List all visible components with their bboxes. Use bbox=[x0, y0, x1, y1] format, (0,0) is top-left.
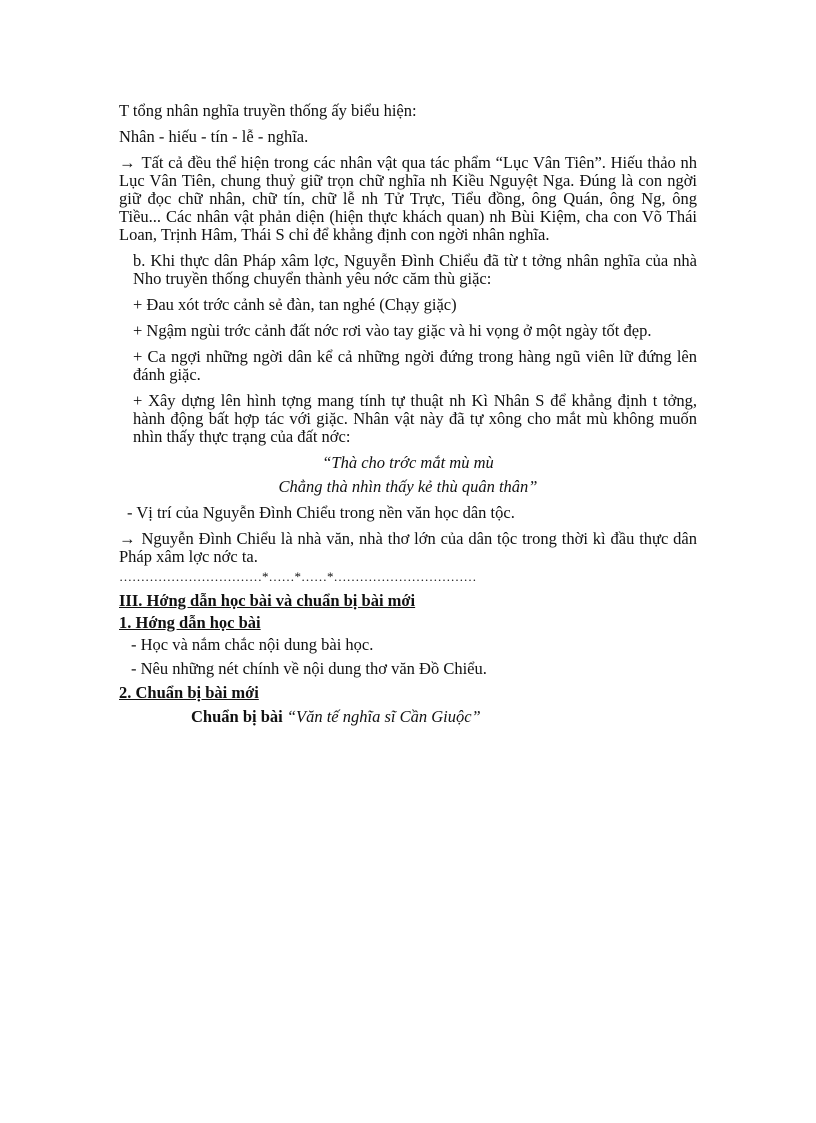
line-position: - Vị trí của Nguyễn Đình Chiểu trong nền văn học dân tộc. bbox=[127, 503, 515, 522]
bullet-grief: + Đau xót trớc cảnh sẻ đàn, tan nghé (Chạy giặc) bbox=[133, 295, 457, 314]
paragraph-colonial: b. Khi thực dân Pháp xâm lợc, Nguyễn Đình Chiểu đã từ t tởng nhân nghĩa của nhà Nho truyền thống chuyển thành yêu nớc căm thù giặc: bbox=[133, 251, 697, 288]
paragraph-characters bbox=[119, 154, 697, 244]
bullet-sorrow: + Ngậm ngùi trớc cảnh đất nớc rơi vào tay giặc và hi vọng ở một ngày tốt đẹp. bbox=[133, 321, 652, 340]
guide-item-2: - Nêu những nét chính về nội dung thơ văn Đồ Chiểu. bbox=[131, 659, 487, 678]
dotted-divider: ……………………………*……*……*…………………………… bbox=[119, 569, 477, 584]
paragraph-conclusion-text: Nguyễn Đình Chiểu là nhà văn, nhà thơ lớn của dân tộc trong thời kì đầu thực dân Pháp xâm lợc nớc ta. bbox=[119, 529, 697, 566]
guide-item-1: - Học và nắm chắc nội dung bài học. bbox=[131, 635, 374, 654]
line-intro: T tổng nhân nghĩa truyền thống ấy biểu hiện: bbox=[119, 101, 417, 120]
bullet-praise: + Ca ngợi những ngời dân kể cả những ngời đứng trong hàng ngũ viên lữ đứng lên đánh giặc. bbox=[133, 347, 697, 384]
prepare-title: “Văn tế nghĩa sĩ Cần Giuộc” bbox=[286, 707, 481, 726]
arrow-right-icon: → bbox=[119, 153, 136, 172]
paragraph-conclusion bbox=[119, 530, 697, 566]
prepare-label: Chuẩn bị bài bbox=[191, 707, 283, 726]
quote-line-1: “Thà cho trớc mắt mù mù bbox=[322, 453, 494, 472]
bullet-image: + Xây dựng lên hình tợng mang tính tự thuật nh Kì Nhân S để khẳng định t tởng, hành động bất hợp tác với giặc. Nhân vật này đã tự xông cho mắt mù không muốn nhìn thấy thực trạng của đất nớc: bbox=[133, 391, 697, 446]
quote-line-2: Chẳng thà nhìn thấy kẻ thù quân thân” bbox=[278, 477, 538, 496]
paragraph-characters-text: Tất cả đều thể hiện trong các nhân vật qua tác phẩm “Lục Vân Tiên”. Hiếu thảo nh Lục Vân Tiên, chung thuỷ giữ trọn chữ nghĩa nh Kiều Nguyệt Nga. Đúng là con ngời giữ đọc chữ nhân, chữ tín, chữ lễ nh Tử Trực, Tiểu đồng, ông Quán, ông Ng, ông Tiều... Các nhân vật phản diện (hiện thực khách quan) nh Bùi Kiệm, cha con Võ Thái Loan, Trịnh Hâm, Thái S chỉ để khẳng định con ngời nhân nghĩa. bbox=[119, 153, 697, 244]
line-virtues: Nhân - hiếu - tín - lễ - nghĩa. bbox=[119, 127, 309, 146]
section-title: III. Hớng dẫn học bài và chuẩn bị bài mới bbox=[119, 591, 416, 610]
arrow-right-icon: → bbox=[119, 529, 136, 548]
prepare-line bbox=[119, 708, 697, 726]
subsection-prepare: 2. Chuẩn bị bài mới bbox=[119, 683, 259, 702]
subsection-guide: 1. Hớng dẫn học bài bbox=[119, 613, 261, 632]
document-page bbox=[119, 102, 697, 726]
